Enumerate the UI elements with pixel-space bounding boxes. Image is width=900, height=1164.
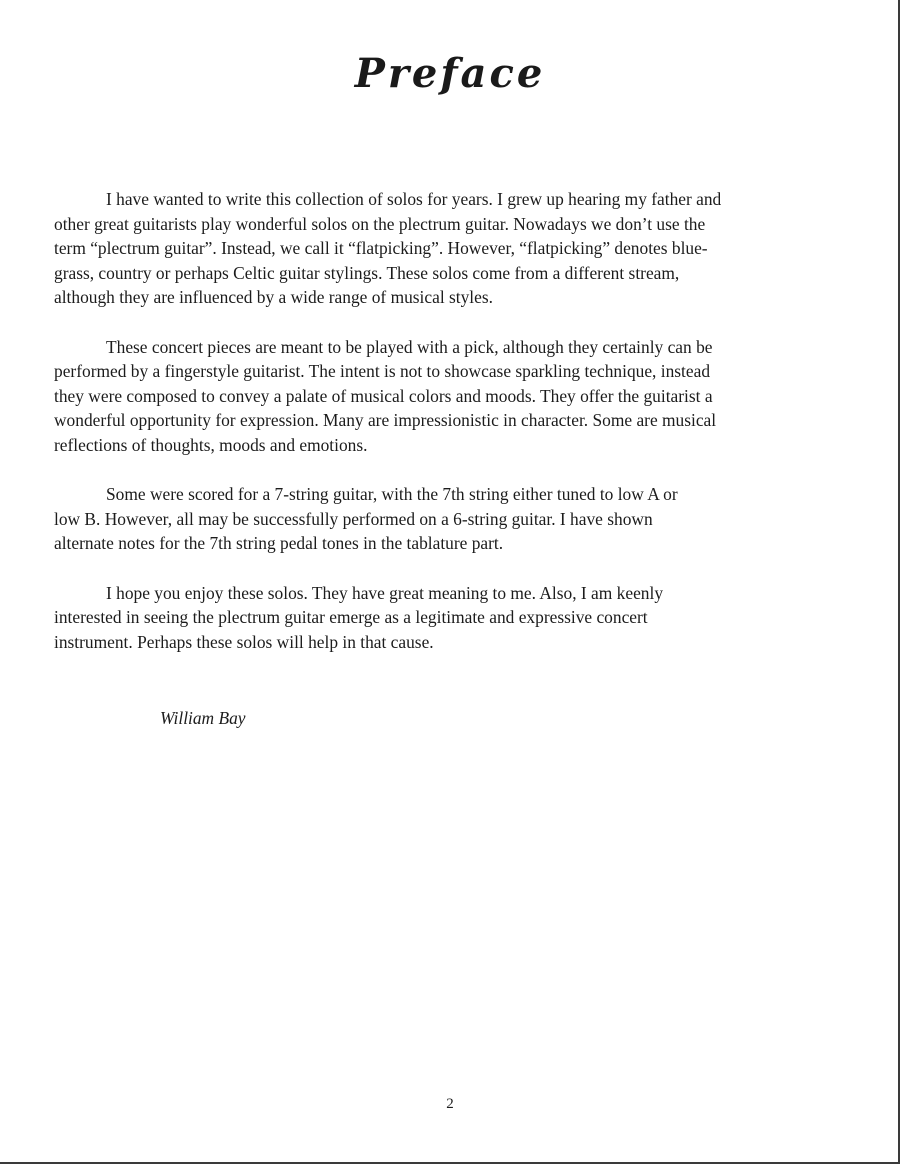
page-title: Preface [354, 50, 546, 97]
paragraph-line: I have wanted to write this collection of solos for years. I grew up hearing my father and [106, 189, 722, 209]
paragraph-3 [54, 482, 849, 556]
paragraph-line: low B. However, all may be successfully performed on a 6-string guitar. I have shown [54, 508, 653, 529]
paragraph-line: they were composed to convey a palate of musical colors and moods. They offer the guitarist a [54, 385, 713, 406]
paragraph-line: grass, country or perhaps Celtic guitar stylings. These solos come from a different stream, [54, 262, 680, 283]
paragraph-line: term “plectrum guitar”. Instead, we call it “flatpicking”. However, “flatpicking” denotes blue- [54, 238, 708, 259]
paragraph-line: Some were scored for a 7-string guitar, with the 7th string either tuned to low A or [106, 484, 678, 505]
preface-body [54, 187, 849, 679]
paragraph-line: reflections of thoughts, moods and emotions. [54, 434, 368, 455]
paragraph-2 [54, 335, 849, 458]
paragraph-line: interested in seeing the plectrum guitar emerge as a legitimate and expressive concert [54, 607, 648, 628]
paragraph-1 [54, 187, 849, 310]
paragraph-line: instrument. Perhaps these solos will help in that cause. [54, 631, 434, 652]
paragraph-line: although they are influenced by a wide range of musical styles. [54, 287, 493, 308]
paragraph-4 [54, 581, 849, 655]
author-signature: William Bay [160, 708, 246, 728]
page-number: 2 [446, 1096, 454, 1112]
paragraph-line: I hope you enjoy these solos. They have great meaning to me. Also, I am keenly [106, 582, 664, 603]
paragraph-line: performed by a fingerstyle guitarist. The intent is not to showcase sparkling technique, instead [54, 361, 711, 382]
paragraph-line: These concert pieces are meant to be played with a pick, although they certainly can be [106, 336, 713, 357]
paragraph-line: other great guitarists play wonderful solos on the plectrum guitar. Nowadays we don’t use the [54, 213, 706, 234]
paragraph-line: wonderful opportunity for expression. Many are impressionistic in character. Some are musical [54, 410, 717, 431]
paragraph-line: alternate notes for the 7th string pedal tones in the tablature part. [54, 533, 504, 554]
